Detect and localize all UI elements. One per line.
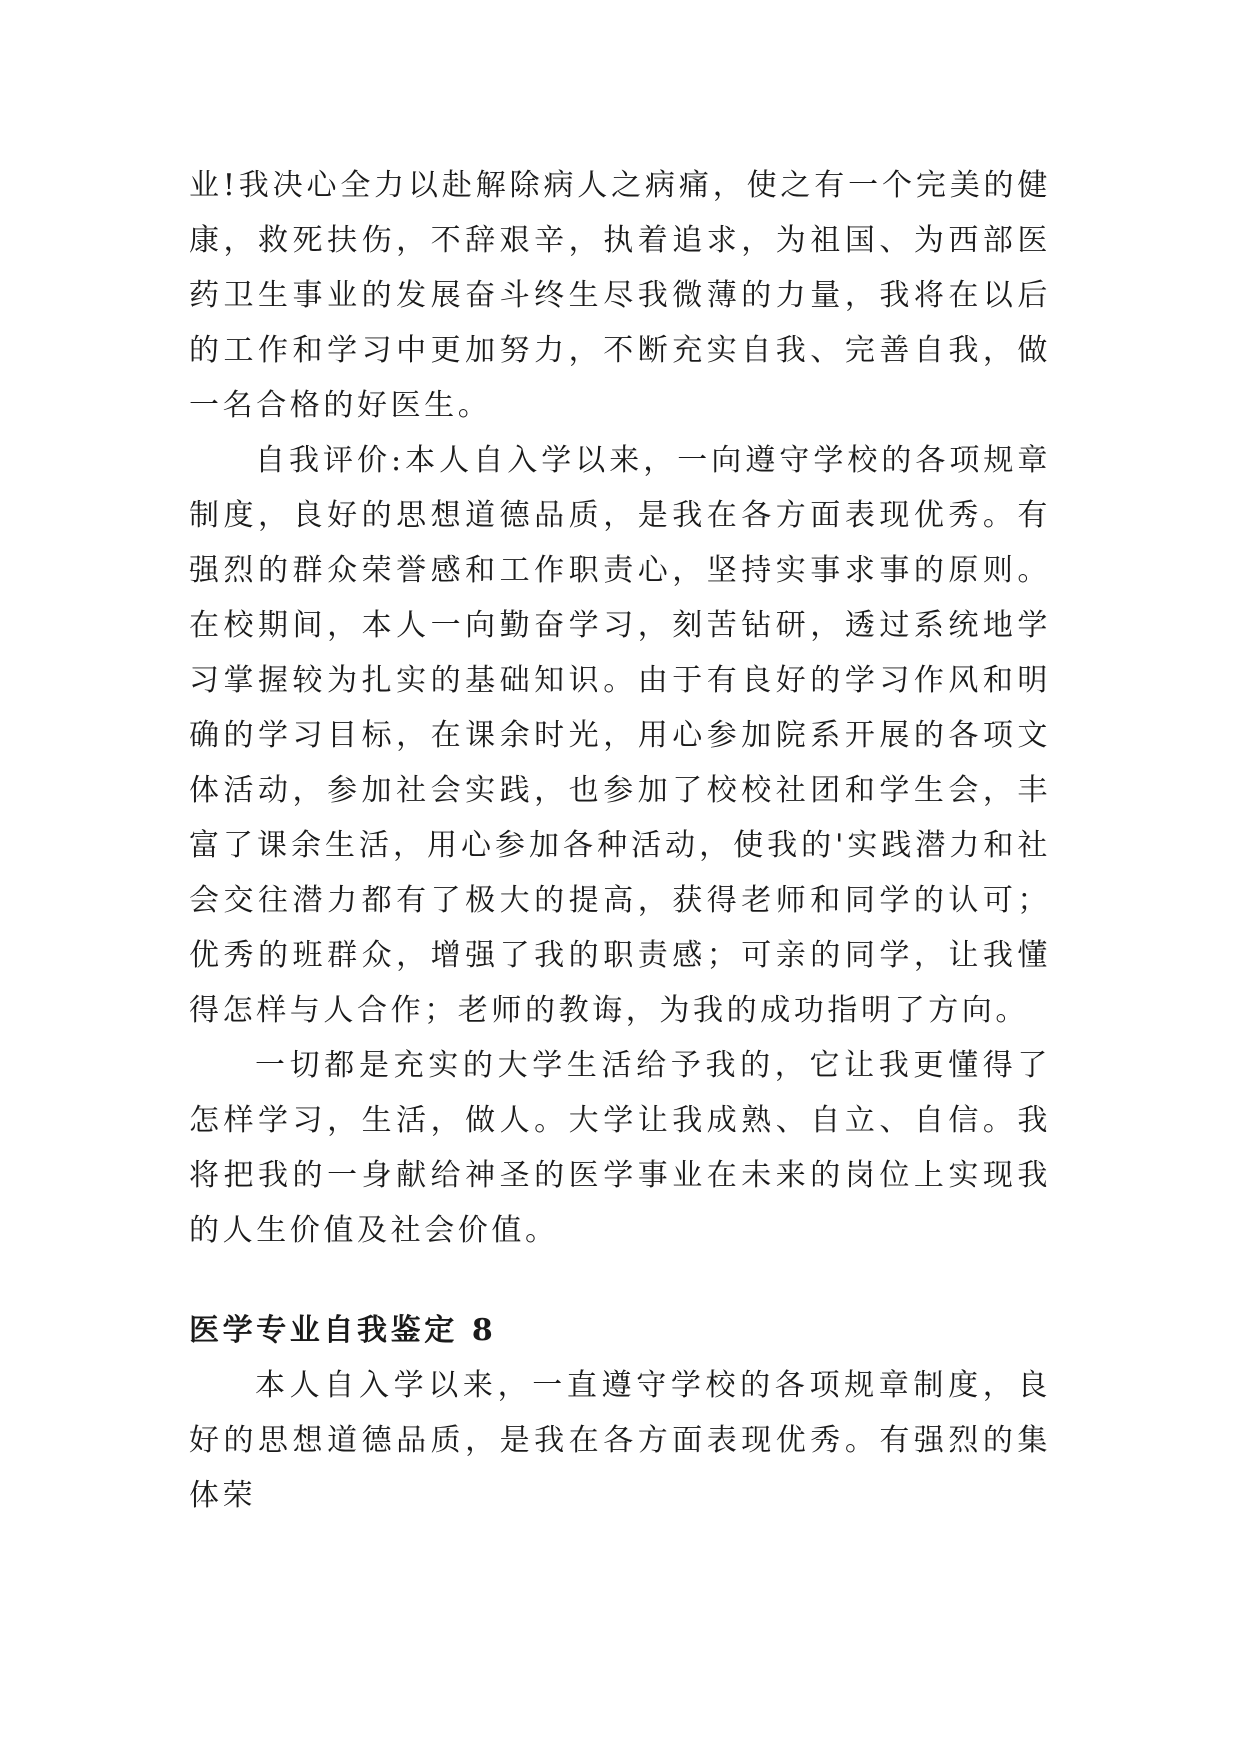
section-title: 医学专业自我鉴定 8 [189,1313,497,1348]
paragraph-conclusion: 一切都是充实的大学生活给予我的，它让我更懂得了怎样学习，生活，做人。大学让我成熟、自立、自信。我将把我的一身献给神圣的医学事业在未来的岗位上实现我的人生价值及社会价值。 [189,1048,1051,1248]
section-spacer [189,1258,1051,1303]
document-body [189,158,1051,1523]
paragraph-self-evaluation: 自我评价:本人自入学以来，一向遵守学校的各项规章制度，良好的思想道德品质，是我在各方面表现优秀。有强烈的群众荣誉感和工作职责心，坚持实事求事的原则。在校期间，本人一向勤奋学习，刻苦钻研，透过系统地学习掌握较为扎实的基础知识。由于有良好的学习作风和明确的学习目标，在课余时光，用心参加院系开展的各项文体活动，参加社会实践，也参加了校校社团和学生会，丰富了课余生活，用心参加各种活动，使我的'实践潜力和社会交往潜力都有了极大的提高，获得老师和同学的认可；优秀的班群众，增强了我的职责感；可亲的同学，让我懂得怎样与人合作；老师的教诲，为我的成功指明了方向。 [189,443,1051,1028]
paragraph-closing-pledge: 业!我决心全力以赴解除病人之病痛，使之有一个完美的健康，救死扶伤，不辞艰辛，执着追求，为祖国、为西部医药卫生事业的发展奋斗终生尽我微薄的力量，我将在以后的工作和学习中更加努力，不断充实自我、完善自我，做一名合格的好医生。 [189,168,1051,423]
section-paragraph: 本人自入学以来，一直遵守学校的各项规章制度，良好的思想道德品质，是我在各方面表现优秀。有强烈的集体荣 [189,1368,1051,1513]
